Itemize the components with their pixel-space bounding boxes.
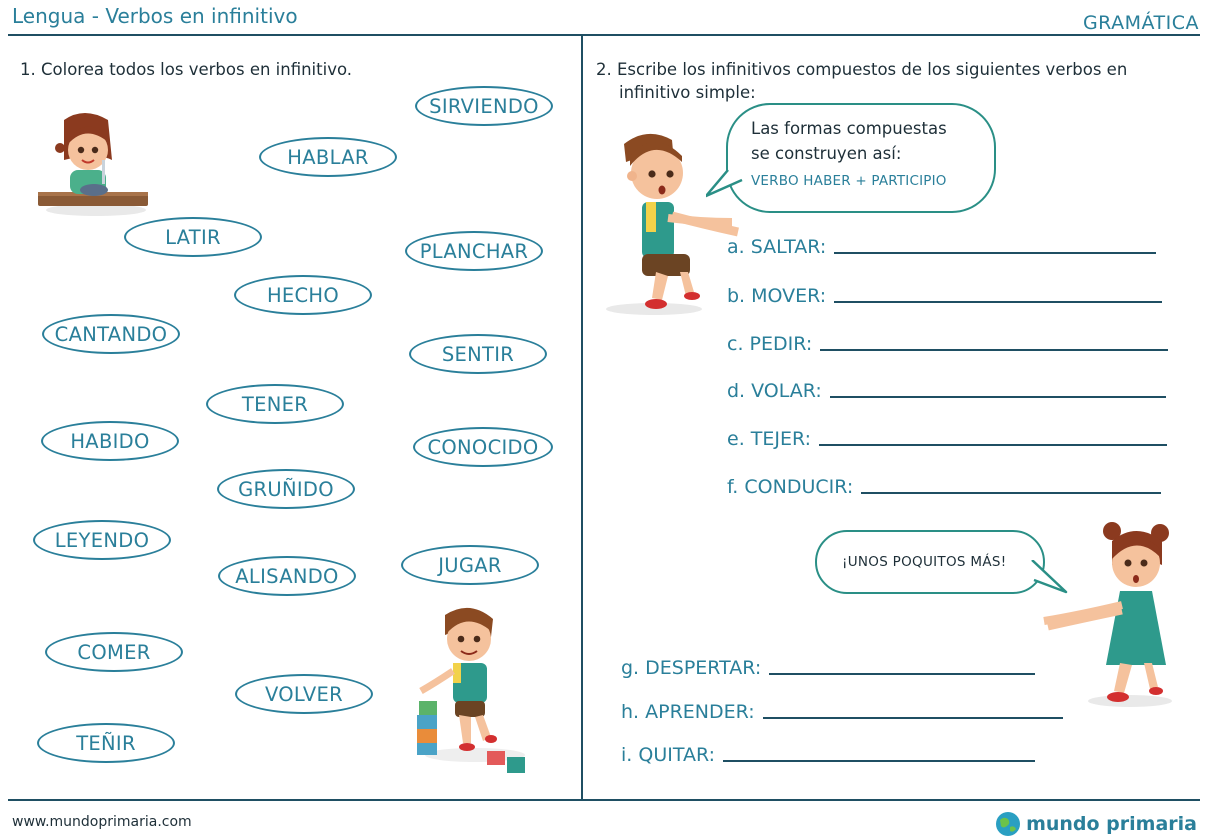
answer-label-aprender: h. APRENDER: bbox=[621, 701, 755, 723]
answer-label-conducir: f. CONDUCIR: bbox=[727, 476, 854, 498]
word-oval-sentir[interactable]: SENTIR bbox=[409, 334, 547, 374]
column-divider bbox=[581, 36, 583, 800]
page-title: Lengua - Verbos en infinitivo bbox=[12, 4, 298, 28]
word-oval-cantando[interactable]: CANTANDO bbox=[42, 314, 180, 354]
answer-label-saltar: a. SALTAR: bbox=[727, 236, 827, 258]
answer-item-saltar bbox=[727, 236, 1156, 258]
word-oval-planchar[interactable]: PLANCHAR bbox=[405, 231, 543, 271]
boy-squatting-illustration bbox=[602, 126, 744, 318]
answer-item-despertar bbox=[621, 657, 1035, 679]
answer-item-quitar bbox=[621, 744, 1035, 766]
word-oval-latir[interactable]: LATIR bbox=[124, 217, 262, 257]
answer-blank-volar[interactable] bbox=[830, 396, 1166, 398]
word-oval-hablar[interactable]: HABLAR bbox=[259, 137, 397, 177]
answer-item-conducir bbox=[727, 476, 1161, 498]
word-oval-leyendo[interactable]: LEYENDO bbox=[33, 520, 171, 560]
word-oval-comer[interactable]: COMER bbox=[45, 632, 183, 672]
answer-label-mover: b. MOVER: bbox=[727, 285, 827, 307]
word-oval-tener[interactable]: TENER bbox=[206, 384, 344, 424]
answer-label-pedir: c. PEDIR: bbox=[727, 333, 813, 355]
answer-item-tejer bbox=[727, 428, 1167, 450]
word-oval-habido[interactable]: HABIDO bbox=[41, 421, 179, 461]
bubble1-text-line2: se construyen así: bbox=[751, 144, 902, 163]
word-oval-hecho[interactable]: HECHO bbox=[234, 275, 372, 315]
word-oval-grunido[interactable]: GRUÑIDO bbox=[217, 469, 355, 509]
answer-label-volar: d. VOLAR: bbox=[727, 380, 822, 402]
word-oval-jugar[interactable]: JUGAR bbox=[401, 545, 539, 585]
answer-item-mover bbox=[727, 285, 1162, 307]
footer-divider bbox=[8, 799, 1200, 801]
answer-label-tejer: e. TEJER: bbox=[727, 428, 812, 450]
answer-blank-despertar[interactable] bbox=[769, 673, 1035, 675]
exercise2-instruction-line1: 2. Escribe los infinitivos compuestos de los siguientes verbos en bbox=[596, 60, 1128, 79]
answer-blank-mover[interactable] bbox=[834, 301, 1162, 303]
answer-blank-saltar[interactable] bbox=[834, 252, 1156, 254]
word-oval-sirviendo[interactable]: SIRVIENDO bbox=[415, 86, 553, 126]
header-divider bbox=[8, 34, 1200, 36]
word-oval-tenir[interactable]: TEÑIR bbox=[37, 723, 175, 763]
answer-blank-aprender[interactable] bbox=[763, 717, 1063, 719]
answer-item-pedir bbox=[727, 333, 1168, 355]
answer-blank-conducir[interactable] bbox=[861, 492, 1161, 494]
answer-blank-tejer[interactable] bbox=[819, 444, 1167, 446]
bubble1-text-line1: Las formas compuestas bbox=[751, 119, 947, 138]
girl-eating-illustration bbox=[36, 108, 151, 218]
globe-icon bbox=[995, 811, 1021, 837]
answer-item-volar bbox=[727, 380, 1166, 402]
girl-squatting-illustration bbox=[1040, 515, 1180, 710]
footer-logo[interactable] bbox=[995, 811, 1197, 837]
answer-item-aprender bbox=[621, 701, 1063, 723]
footer-url[interactable]: www.mundoprimaria.com bbox=[12, 814, 192, 830]
exercise2-instruction-line2: infinitivo simple: bbox=[619, 83, 756, 102]
word-oval-alisando[interactable]: ALISANDO bbox=[218, 556, 356, 596]
bubble1-text-line3: VERBO HABER + PARTICIPIO bbox=[751, 173, 947, 189]
answer-label-quitar: i. QUITAR: bbox=[621, 744, 715, 766]
bubble1-tail bbox=[706, 170, 746, 198]
bubble2-text: ¡UNOS POQUITOS MÁS! bbox=[842, 554, 1007, 570]
boy-blocks-illustration bbox=[405, 605, 535, 780]
answer-blank-quitar[interactable] bbox=[723, 760, 1035, 762]
footer-logo-text: mundo primaria bbox=[1026, 813, 1197, 835]
answer-label-despertar: g. DESPERTAR: bbox=[621, 657, 762, 679]
word-oval-volver[interactable]: VOLVER bbox=[235, 674, 373, 714]
subject-label: GRAMÁTICA bbox=[1082, 12, 1199, 34]
word-oval-conocido[interactable]: CONOCIDO bbox=[413, 427, 553, 467]
exercise1-instruction: 1. Colorea todos los verbos en infinitivo. bbox=[20, 60, 353, 79]
answer-blank-pedir[interactable] bbox=[820, 349, 1168, 351]
